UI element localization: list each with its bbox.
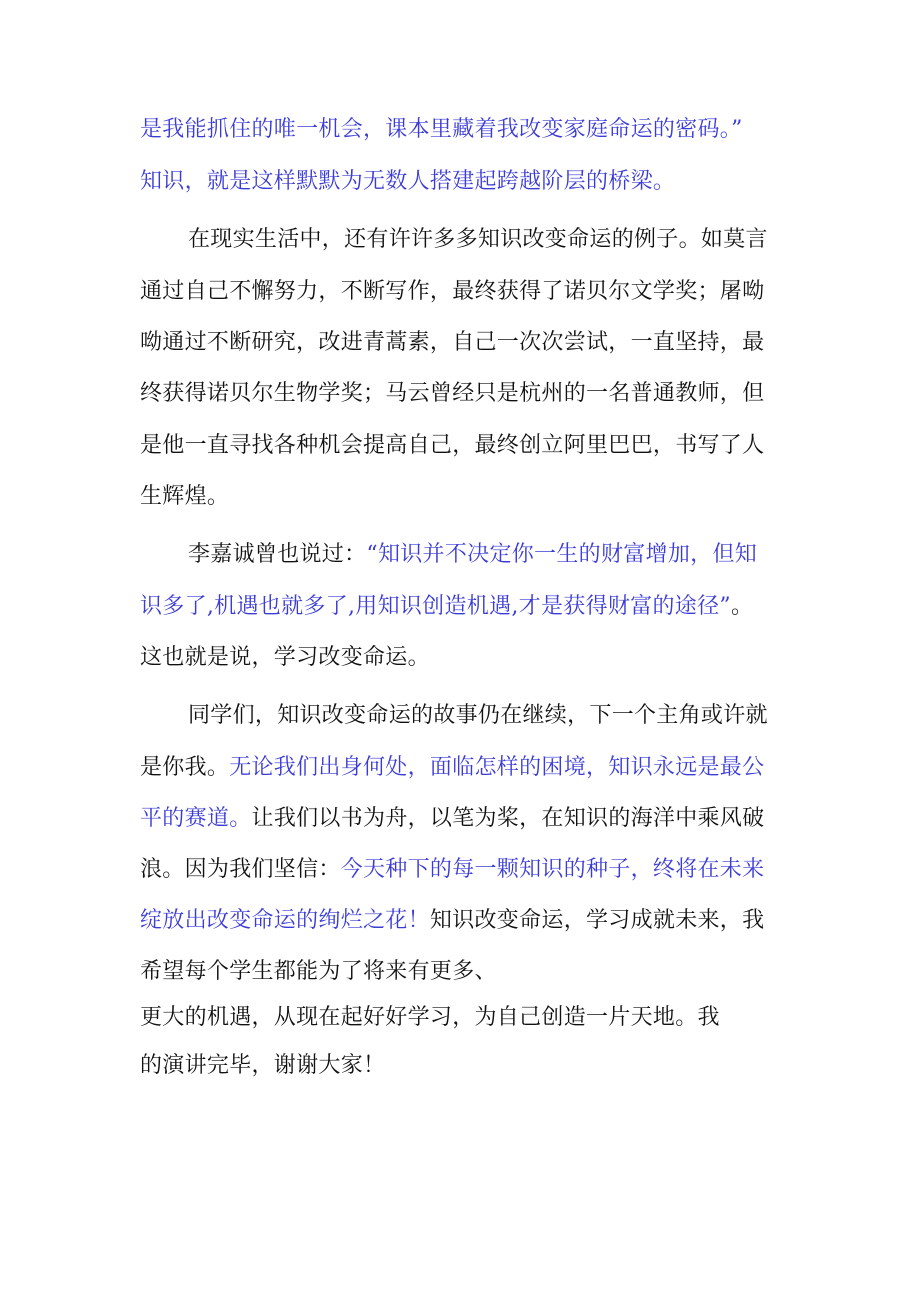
text-line [140,1048,385,1084]
body-text: 终获得诺贝尔生物学奖；马云曾经只是杭州的一名普通教师，但 [140,381,765,406]
body-text: 。 [730,594,754,619]
body-text: 同学们，知识改变命运的故事仍在继续，下一个主角或许就 [188,703,768,728]
text-line [140,852,764,888]
text-line [140,376,764,412]
text-line [140,274,764,310]
quote-text: 平的赛道。 [140,806,252,831]
text-line [140,325,764,361]
body-text: 李嘉诚曾也说过： [188,542,367,567]
text-line [188,537,757,573]
body-text: 这也就是说，学习改变命运。 [140,645,430,670]
text-line [140,640,430,676]
text-line [140,112,743,148]
text-line [140,589,753,625]
text-line [140,164,675,200]
body-text: 浪。因为我们坚信： [140,857,341,882]
quote-text: 识多了,机遇也就多了,用知识创造机遇,才是获得财富的途径” [140,594,731,619]
body-text: 的演讲完毕，谢谢大家！ [140,1053,386,1078]
body-text: 呦通过不断研究，改进青蒿素，自己一次次尝试，一直坚持，最 [140,330,765,355]
body-text: 是他一直寻找各种机会提高自己，最终创立阿里巴巴，书写了人 [140,433,765,458]
text-line [140,428,764,464]
text-line [140,750,764,786]
text-line [140,1000,720,1036]
quote-text: “知识并不决定你一生的财富增加，但知 [366,542,758,567]
quote-text: 是我能抓住的唯一机会，课本里藏着我改变家庭命运的密码。” [140,117,743,142]
text-line [188,222,768,258]
text-line [140,903,764,939]
quote-text: 知识，就是这样默默为无数人搭建起跨越阶层的桥梁。 [140,169,676,194]
body-text: 在现实生活中，还有许许多多知识改变命运的例子。如莫言 [188,227,768,252]
body-text: 是你我。 [140,755,230,780]
quote-text: 今天种下的每一颗知识的种子，终将在未来 [340,857,765,882]
body-text: 通过自己不懈努力，不断写作，最终获得了诺贝尔文学奖；屠呦 [140,279,765,304]
quote-text: 绽放出改变命运的绚烂之花！ [140,908,430,933]
body-text: 生辉煌。 [140,484,230,509]
text-line [140,479,229,515]
text-line [140,954,497,990]
quote-text: 无论我们出身何处，面临怎样的困境，知识永远是最公 [229,755,765,780]
body-text: 知识改变命运，学习成就未来，我 [429,908,765,933]
body-text: 更大的机遇，从现在起好好学习，为自己创造一片天地。我 [140,1005,720,1030]
text-line [188,698,768,734]
text-line [140,801,764,837]
body-text: 希望每个学生都能为了将来有更多、 [140,959,497,984]
body-text: 让我们以书为舟，以笔为桨，在知识的海洋中乘风破 [251,806,765,831]
